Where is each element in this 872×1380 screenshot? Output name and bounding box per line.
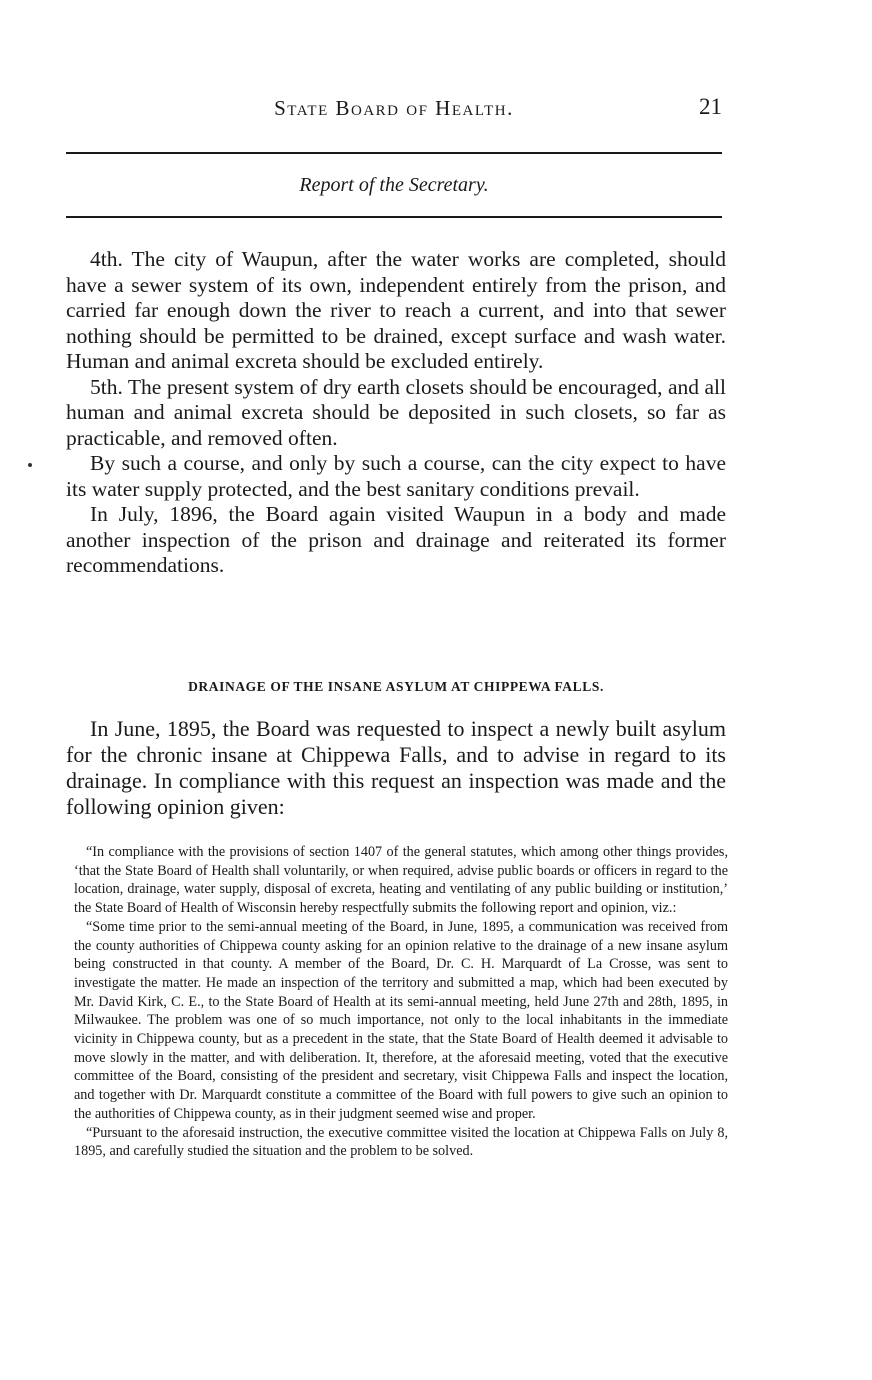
section-subtitle: Report of the Secretary.	[299, 174, 489, 196]
paragraph-5th: 5th. The present system of dry earth closets should be encouraged, and all human and animal excreta should be deposited in such closets, so far as practicable, and removed often.	[66, 374, 726, 450]
paragraph-course: By such a course, and only by such a course, can the city expect to have its water supply protected, and the best sanitary conditions prevail.	[66, 451, 726, 501]
top-rule	[66, 152, 722, 154]
running-title: State Board of Health.	[274, 96, 514, 120]
print-speck	[28, 463, 32, 467]
running-head	[66, 96, 722, 126]
quoted-paragraph-visit: “Pursuant to the aforesaid instruction, the executive committee visited the location at Chippewa Falls on July 8, 1895, and carefully studied the situation and the problem to be solved.	[74, 1124, 728, 1160]
quoted-paragraph-history: “Some time prior to the semi-annual meeting of the Board, in June, 1895, a communication was received from the county authorities of Chippewa county asking for an opinion relative to the drainage of a new insane asylum being constructed in that county. A member of the Board, Dr. C. H. Marquardt of La Crosse, was sent to investigate the matter. He made an inspection of the territory and submitted a map, which had been executed by Mr. David Kirk, C. E., to the State Board of Health at its semi-annual meeting, held June 27th and 28th, 1895, in Milwaukee. The problem was one of so much importance, not only to the local inhabitants in the immediate vicinity in Chippewa county, but as a precedent in the state, that the State Board of Health deemed it advisable to move slowly in the matter, and with deliberation. It, therefore, at the aforesaid meeting, voted that the executive committee of the Board, consisting of the president and secretary, visit Chippewa Falls and inspect the location, and together with Dr. Marquardt constitute a committee of the Board with full powers to give such an opinion to the authorities of Chippewa county, as in their judgment seemed wise and proper.	[74, 918, 728, 1122]
paragraph-4th: 4th. The city of Waupun, after the water works are completed, should have a sewer system of its own, independent entirely from the prison, and carried far enough down the river to reach a current, and into that sewer nothing should be permitted to be drained, except surface and wash water. Human and animal excreta should be excluded entirely.	[66, 247, 726, 373]
quoted-paragraph-statute: “In compliance with the provisions of section 1407 of the general statutes, which among other things provides, ‘that the State Board of Health shall voluntarily, or when required, advise public boards or officers in regard to the location, drainage, water supply, disposal of excreta, heating and ventilating of any public building or institution,’ the State Board of Health of Wisconsin hereby respectfully submits the following report and opinion, viz.:	[74, 844, 728, 917]
body-text-intro	[66, 716, 726, 820]
quoted-report	[74, 843, 728, 1161]
body-text-upper	[66, 247, 726, 579]
bottom-rule	[66, 216, 722, 218]
paragraph-intro: In June, 1895, the Board was requested to inspect a newly built asylum for the chronic insane at Chippewa Falls, and to advise in regard to its drainage. In compliance with this request an inspection was made and the following opinion given:	[66, 716, 726, 819]
paragraph-july-1896: In July, 1896, the Board again visited Waupun in a body and made another inspection of the prison and drainage and reiterated its former recommendations.	[66, 502, 726, 577]
section-heading: DRAINAGE OF THE INSANE ASYLUM AT CHIPPEWA FALLS.	[188, 679, 604, 694]
page-number: 21	[699, 94, 722, 119]
